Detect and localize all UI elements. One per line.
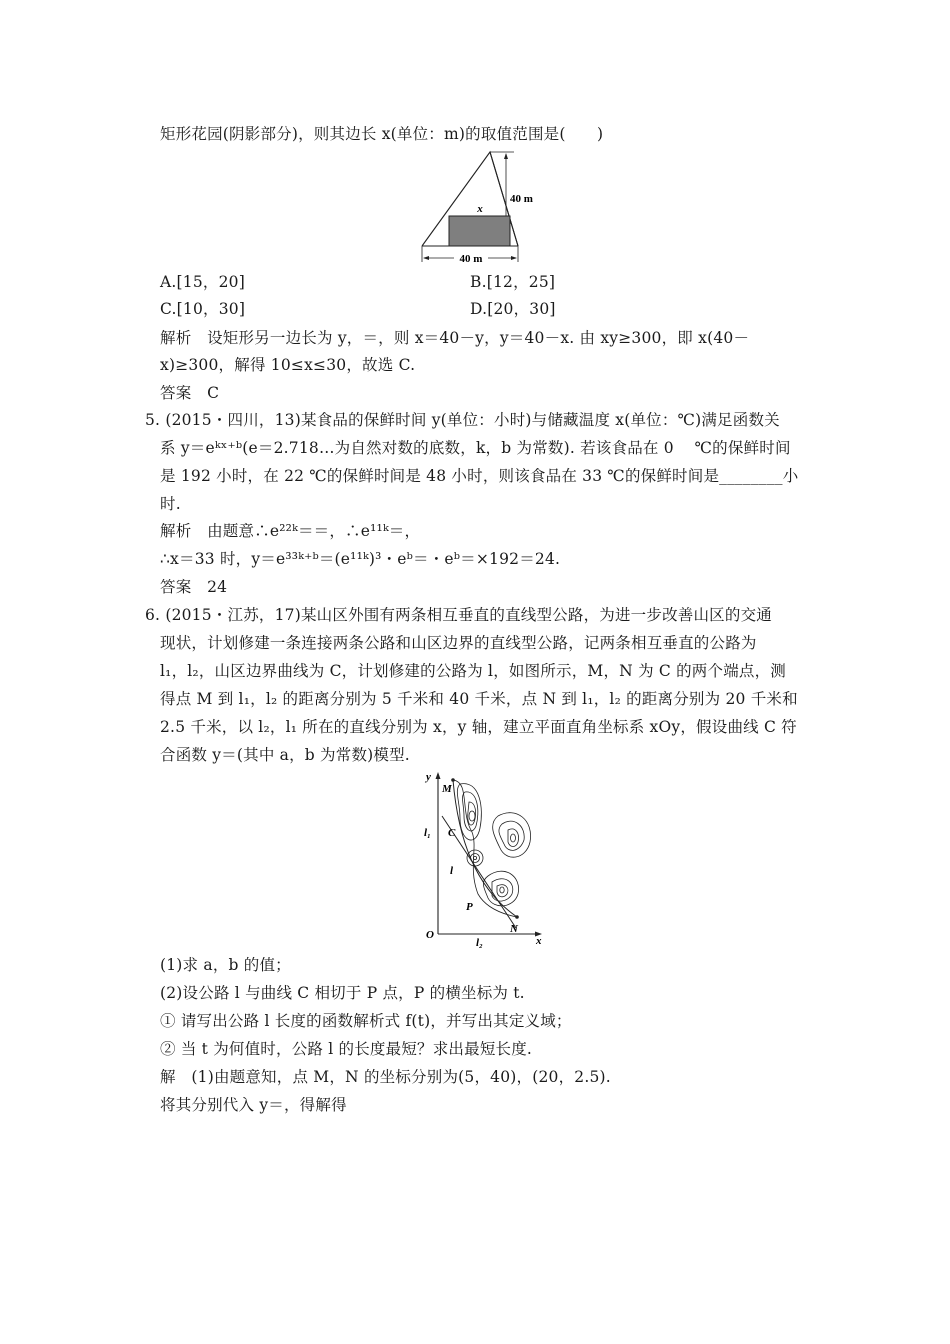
q4-option-b: B.[12，25] [470, 273, 556, 291]
q5-line-2: 系 y＝eᵏˣ⁺ᵇ(e＝2.718…为自然对数的底数，k，b 为常数). 若该食品在 0 ℃的保鲜时间 [160, 439, 791, 457]
q4-side-label: 40 m [510, 193, 533, 205]
q6-origin-label: O [426, 929, 434, 941]
q6-sub-2-1: ① 请写出公路 l 长度的函数解析式 f(t)，并写出其定义域； [160, 1012, 572, 1030]
q6-sub-2-2: ② 当 t 为何值时，公路 l 的长度最短？求出最短长度. [160, 1040, 533, 1058]
q6-solution-2: 将其分别代入 y＝，得解得 [160, 1096, 347, 1114]
q5-analysis-2: ∴x＝33 时，y＝e³³ᵏ⁺ᵇ＝(e¹¹ᵏ)³・eᵇ＝・eᵇ＝×192＝24. [160, 550, 561, 568]
q6-figure [420, 768, 552, 948]
q6-m-label: M [442, 783, 452, 795]
q4-analysis-1: 解析 设矩形另一边长为 y，＝，则 x＝40－y，y＝40－x. 由 xy≥300，即 x(40－ [160, 329, 750, 347]
q5-analysis-1: 解析 由题意∴e²²ᵏ＝＝，∴e¹¹ᵏ＝， [160, 522, 421, 540]
q6-solution-1: 解 (1)由题意知，点 M，N 的坐标分别为(5，40)，(20，2.5). [160, 1068, 611, 1086]
q4-option-d: D.[20，30] [470, 300, 556, 318]
q5-line-1: 5. (2015・四川，13)某食品的保鲜时间 y(单位：小时)与储藏温度 x(单位：℃)满足函数关 [145, 411, 780, 429]
q6-sub-2: (2)设公路 l 与曲线 C 相切于 P 点，P 的横坐标为 t. [160, 984, 525, 1002]
q6-l1-label: l₁ [424, 827, 431, 839]
q5-line-4: 时. [160, 495, 181, 513]
q6-line-5: 2.5 千米，以 l₂，l₁ 所在的直线分别为 x，y 轴，建立平面直角坐标系 xOy，假设曲线 C 符 [160, 718, 797, 736]
q5-line-3: 是 192 小时，在 22 ℃的保鲜时间是 48 小时，则该食品在 33 ℃的保鲜时间是________小 [160, 467, 799, 485]
q6-l-label: l [450, 865, 454, 877]
q6-line-1: 6. (2015・江苏，17)某山区外围有两条相互垂直的直线型公路，为进一步改善山区的交通 [145, 606, 772, 624]
q4-answer: 答案 C [160, 384, 220, 402]
q6-l2-label: l₂ [476, 937, 483, 948]
q4-stem-tail: 矩形花园(阴影部分)，则其边长 x(单位：m)的取值范围是( ) [160, 125, 604, 143]
q6-y-label: y [426, 771, 431, 783]
q6-p-label: P [466, 901, 473, 913]
q6-line-6: 合函数 y＝(其中 a，b 为常数)模型. [160, 746, 410, 764]
q4-analysis-2: x)≥300，解得 10≤x≤30，故选 C. [160, 356, 416, 374]
q6-c-label: C [448, 827, 456, 839]
q4-option-c: C.[10，30] [160, 300, 246, 318]
q6-x-label: x [536, 935, 542, 947]
q6-line-3: l₁，l₂，山区边界曲线为 C，计划修建的公路为 l，如图所示，M，N 为 C 的两个端点，测 [160, 662, 786, 680]
q6-line-2: 现状，计划修建一条连接两条公路和山区边界的直线型公路，记两条相互垂直的公路为 [160, 634, 757, 652]
q6-line-4: 得点 M 到 l₁，l₂ 的距离分别为 5 千米和 40 千米，点 N 到 l₁，l₂ 的距离分别为 20 千米和 [160, 690, 798, 708]
q4-option-a: A.[15，20] [160, 273, 245, 291]
q4-figure [418, 150, 558, 268]
q6-n-label: N [510, 923, 518, 935]
q5-answer: 答案 24 [160, 578, 228, 596]
q4-x-label: x [477, 203, 483, 215]
q6-sub-1: (1)求 a，b 的值； [160, 956, 291, 974]
q4-bottom-label: 40 m [459, 253, 483, 265]
shaded-rectangle [449, 216, 510, 246]
